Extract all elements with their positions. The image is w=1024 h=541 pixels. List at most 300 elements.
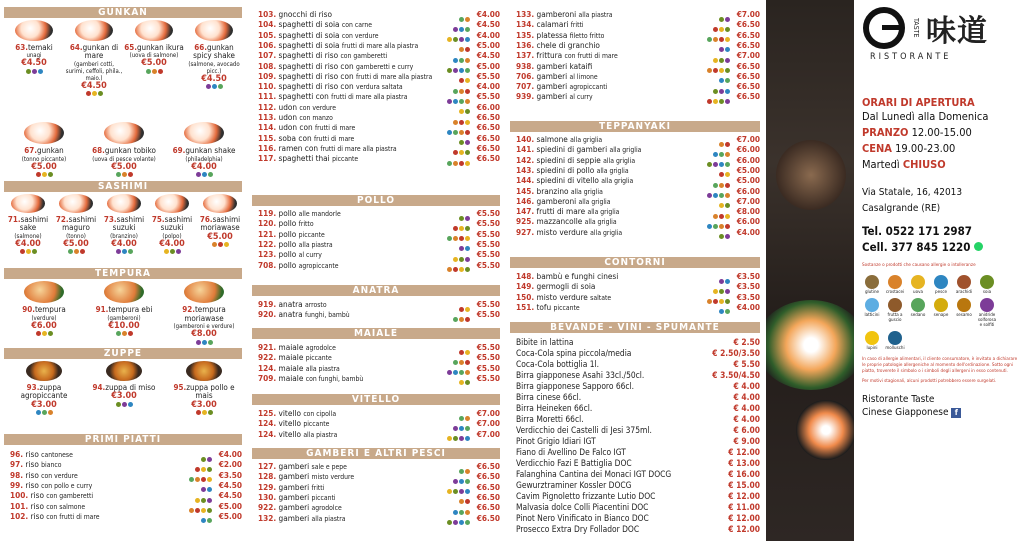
allergen-icon (36, 172, 41, 177)
allergen-icon (128, 402, 133, 407)
item-number: 115. (258, 132, 277, 143)
item-name: zuppa agropiccante (20, 382, 68, 401)
item-name: riso (30, 500, 44, 511)
item-description: agrodolce (311, 504, 342, 513)
item-name: Cavim Pignoletto frizzante Lutio DOC (516, 491, 656, 501)
allergen-icon (447, 161, 452, 166)
item-name: gunkan spicy shake (193, 42, 235, 61)
item-description: verdura saltata (356, 83, 403, 92)
item-price: € 12.00 (728, 491, 760, 501)
menu-row (516, 175, 760, 185)
menu-row (258, 40, 500, 50)
allergen-label: uova (913, 290, 923, 295)
item-description: filetto fritto (569, 31, 605, 40)
allergen-icon (465, 380, 470, 385)
item-description: alla piastra (298, 240, 333, 249)
menu-row (516, 302, 760, 312)
item-name: Verdicchio dei Castelli di Jesi 375ml. (516, 425, 652, 435)
allergen-icon (42, 410, 47, 415)
allergen-icon (196, 172, 201, 177)
item-price: €6.00 (736, 185, 760, 196)
menu-row (516, 337, 760, 348)
item-name: gamberi (278, 461, 310, 471)
allergen-icon (20, 249, 25, 254)
allergen-icon (42, 172, 47, 177)
allergen-icons (35, 409, 53, 415)
allergen-icons (446, 517, 470, 523)
item-name: Birra giapponese Sapporo 66cl. (516, 381, 635, 391)
hours-closed (862, 157, 1018, 173)
allergen-label: pesce (935, 290, 947, 295)
item-price: € 9.00 (733, 436, 760, 446)
item-number: 63. (15, 42, 28, 52)
item-price: €4.50 (476, 50, 500, 61)
item-price: €6.00 (736, 154, 760, 165)
allergen-icon (32, 69, 37, 74)
allergen-label: soia (982, 290, 992, 295)
allergen-icon (92, 91, 97, 96)
menu-row (258, 239, 500, 249)
allergen-icon (447, 267, 452, 272)
item-description: alla griglia (590, 228, 623, 237)
menu-row (258, 482, 500, 492)
item-number: 72. (55, 214, 69, 224)
item-name: maiale (278, 352, 304, 363)
menu-row (516, 155, 760, 165)
menu-row (258, 50, 500, 60)
allergen-icon (208, 172, 213, 177)
sushi-roll-image (766, 300, 854, 390)
allergen-item (862, 298, 882, 328)
item-number: 143. (516, 164, 535, 175)
item-name: riso (25, 479, 39, 490)
item-description: con gamberetti (340, 52, 388, 61)
item-price: €5.50 (476, 309, 500, 320)
allergen-icon (202, 410, 207, 415)
item-description: alla griglia (603, 156, 636, 165)
item-name: gunkan di mare (82, 42, 119, 61)
allergen-icon (74, 249, 79, 254)
item-number: 113. (258, 112, 277, 122)
item-price: € 2.50 (733, 337, 760, 347)
item-name: pollo (278, 238, 297, 249)
item-name: Fiano di Avellino De Falco IGT (516, 447, 626, 457)
allergen-notice: In caso di allergie alimentari, il cliente consumatore, è invitato a dichiarare le proprie patologie allergeniche al momento dell'ordinazione. Sotto ogni piatto, troverete il simbolo o i simboli degli allergeni in esso contenuti. (862, 357, 1018, 374)
allergen-icon (888, 275, 902, 289)
dish-image (186, 361, 222, 381)
allergen-icon (176, 249, 181, 254)
menu-row (516, 196, 760, 206)
lunch-label: PRANZO (862, 126, 909, 139)
allergen-icon (80, 249, 85, 254)
menu-row (258, 143, 500, 153)
allergen-item (954, 275, 974, 295)
item-name: Birra giapponese Asahi 33cl./50cl. (516, 370, 645, 380)
allergen-label: senape (933, 313, 949, 318)
section-title-bevande: BEVANDE - VINI - SPUMANTE (510, 322, 760, 333)
item-description: (tonno) (66, 232, 86, 240)
item-description: funghi, bambù (305, 311, 350, 320)
allergen-icon (459, 317, 464, 322)
item-name: Prosecco Extra Dry Follador DOC (516, 524, 640, 534)
item-price: €5.00 (476, 60, 500, 71)
item-description: piccante (305, 354, 332, 363)
allergen-icon (36, 410, 41, 415)
item-price: € 11.00 (728, 502, 760, 512)
item-number: 144. (516, 175, 535, 186)
menu-row (258, 352, 500, 362)
section-title-sashimi: SASHIMI (4, 181, 242, 192)
item-price: € 12.00 (728, 513, 760, 523)
item-number: 922. (258, 502, 277, 513)
item-number: 99. (10, 479, 24, 490)
item-description: alla piastra (311, 514, 346, 523)
allergen-icon (980, 298, 994, 312)
menu-row (516, 9, 760, 19)
item-number: 922. (258, 352, 277, 363)
menu-row (516, 30, 760, 40)
item-number: 90. (22, 305, 35, 314)
item-description: con frutti di mare (564, 52, 618, 61)
item-description: arrosto (305, 301, 327, 309)
item-name: zuppa di miso (105, 382, 156, 392)
item-name: riso (25, 469, 39, 480)
item-description: con funghi, bambù (305, 374, 364, 383)
menu-row (258, 471, 500, 481)
allergen-icons (35, 171, 53, 177)
menu-row (516, 19, 760, 29)
menu-column-sushi (0, 0, 246, 541)
item-name: misto verdure (536, 291, 588, 302)
item-number: 119. (258, 208, 277, 218)
item-price: € 6.00 (733, 425, 760, 435)
item-price: €6.00 (476, 101, 500, 112)
item-price: € 12.00 (728, 447, 760, 457)
item-name: Malvasia dolce Colli Piacentini DOC (516, 502, 649, 512)
menu-row (258, 342, 500, 352)
menu-row (258, 9, 500, 19)
menu-row (258, 61, 500, 71)
item-number: 148. (516, 271, 535, 281)
item-name: gamberi (536, 81, 568, 92)
phone-number[interactable]: Tel. 0522 171 2987 (862, 224, 973, 238)
section-title-teppanyaki: TEPPANYAKI (510, 121, 760, 132)
menu-row (516, 491, 760, 502)
menu-row (258, 461, 500, 471)
item-number: 111. (258, 91, 277, 102)
item-price: €6.00 (736, 216, 760, 227)
item-name: calamari (536, 19, 569, 30)
allergen-icon (453, 520, 458, 525)
item-description: misto verdure (311, 473, 355, 482)
item-name: riso (25, 449, 39, 459)
item-description: alla piastra (578, 11, 613, 19)
item-description: agrodolce (305, 344, 336, 352)
item-price: €7.00 (476, 408, 500, 418)
menu-row (516, 281, 760, 291)
menu-row (258, 408, 500, 418)
item-price: €8.00 (191, 329, 217, 339)
item-price: €6.50 (736, 60, 760, 71)
dish-image (24, 122, 64, 144)
item-name: Pinot Grigio Idiari IGT (516, 436, 596, 446)
item-number: 709. (258, 372, 277, 383)
item-name: pollo (278, 218, 297, 229)
allergen-icons (195, 171, 213, 177)
dish-image (135, 20, 173, 41)
allergen-icon (911, 275, 925, 289)
item-price: € 15.00 (728, 480, 760, 490)
item-number: 146. (516, 195, 535, 206)
item-name: chele di granchio (536, 39, 600, 50)
item-number: 134. (516, 19, 535, 30)
item-number: 133. (516, 9, 535, 19)
allergen-icon (957, 298, 971, 312)
item-name: spiedini di vitello (536, 175, 599, 186)
allergen-icon (170, 249, 175, 254)
item-name: vitello (278, 428, 301, 439)
allergen-icons (446, 158, 470, 164)
menu-row (516, 403, 760, 414)
item-name: pollo (278, 228, 297, 239)
menu-row (258, 19, 500, 29)
item-description: con cipolla (303, 410, 337, 418)
item-price: €4.00 (476, 81, 500, 92)
allergen-label: arachidi (955, 290, 973, 295)
item-name: tempura (34, 305, 66, 314)
allergen-icon (122, 249, 127, 254)
item-price: €4.00 (736, 301, 760, 312)
menu-row (258, 153, 500, 163)
allergen-icon (719, 99, 724, 104)
item-number: 110. (258, 81, 277, 92)
item-price: €5.50 (476, 218, 500, 229)
cell-number[interactable] (862, 239, 1018, 255)
item-description: al limone (569, 72, 598, 81)
item-number: 116. (258, 142, 277, 153)
item-price: €3.50 (736, 281, 760, 292)
allergen-icon (957, 275, 971, 289)
dish-image (26, 361, 62, 381)
allergen-icon (208, 340, 213, 345)
allergen-icon (202, 172, 207, 177)
allergen-icon (707, 99, 712, 104)
allergen-icon (465, 317, 470, 322)
item-description: (branzino) (110, 232, 138, 240)
item-description: alla piastra (305, 364, 340, 373)
item-price: €7.00 (736, 50, 760, 61)
item-name: sashimi maguro (62, 214, 97, 233)
item-name: gamberi (278, 491, 310, 502)
item-number: 129. (258, 481, 277, 492)
menu-tile (4, 361, 84, 418)
item-name: tempura ebi (108, 305, 153, 314)
item-price: €5.00 (218, 510, 242, 521)
allergen-icon (453, 267, 458, 272)
item-name: Coca-Cola spina piccola/media (516, 348, 632, 358)
allergen-icon (26, 69, 31, 74)
item-name: gamberi (278, 471, 310, 482)
item-number: 101. (10, 500, 29, 511)
item-description: frutti di mare alla piastra (331, 93, 408, 102)
allergen-icon (116, 172, 121, 177)
item-name: spaghetti di soia (278, 29, 340, 40)
item-price: €4.50 (81, 80, 107, 91)
item-price: €5.00 (31, 161, 57, 172)
dish-image (106, 361, 142, 381)
item-price: €10.00 (108, 320, 140, 331)
facebook-icon[interactable]: f (951, 408, 961, 418)
dish-image (203, 194, 237, 213)
item-number: 939. (516, 91, 535, 102)
item-number: 925. (516, 216, 535, 227)
allergen-item (885, 275, 905, 295)
allergen-icon (713, 99, 718, 104)
frozen-notice: Per motivi stagionali, alcuni prodotti potrebbero essere surgelati. (862, 379, 997, 384)
item-number: 117. (258, 153, 277, 164)
item-name: pollo (278, 249, 297, 260)
item-number: 150. (516, 291, 535, 302)
item-number: 106. (258, 39, 277, 50)
menu-row (516, 425, 760, 436)
dish-image (155, 194, 189, 213)
allergen-icon (42, 331, 47, 336)
item-price: €2.00 (218, 459, 242, 470)
item-name: sashimi suzuki (160, 214, 193, 233)
item-description: con verdure (41, 471, 78, 480)
menu-row (516, 447, 760, 458)
allergen-item (977, 298, 997, 328)
allergen-icons (25, 68, 43, 74)
footer-cuisine-text: Cinese Giapponese (862, 407, 949, 418)
item-description: (gamberoni) (107, 314, 141, 322)
section-title-tempura: TEMPURA (4, 268, 242, 279)
item-number: 151. (516, 301, 535, 312)
item-price: €4.00 (15, 238, 41, 249)
item-price: €6.50 (476, 471, 500, 482)
menu-row (516, 370, 760, 381)
allergen-icons (706, 96, 730, 102)
menu-column-mains (248, 0, 504, 541)
item-name: soba con (278, 132, 312, 143)
allergen-icons (718, 231, 730, 237)
item-number: 76. (199, 214, 213, 224)
dish-image (184, 281, 224, 303)
dish-image (195, 20, 233, 41)
item-number: 708. (258, 259, 277, 270)
item-number: 91. (95, 305, 109, 314)
menu-row (258, 309, 500, 319)
item-name: Bibite in lattina (516, 337, 574, 347)
allergen-icon (202, 340, 207, 345)
allergen-icon (447, 520, 452, 525)
allergen-icons (452, 314, 470, 320)
menu-row (258, 112, 500, 122)
menu-row (258, 492, 500, 502)
item-number: 98. (10, 469, 24, 480)
item-name: gunkan tobiko (104, 146, 156, 155)
allergen-icon (465, 161, 470, 166)
item-description: con frutti di mare (46, 512, 100, 521)
item-number: 136. (516, 39, 535, 50)
item-number: 108. (258, 60, 277, 71)
menu-row (516, 81, 760, 91)
menu-row (258, 418, 500, 428)
allergen-icon (865, 275, 879, 289)
menu-row (516, 524, 760, 535)
allergen-icon (152, 69, 157, 74)
dish-image (24, 281, 64, 303)
item-price: €6.50 (476, 502, 500, 513)
item-name: misto verdure (536, 226, 588, 237)
item-name: spaghetti thai (278, 153, 330, 164)
item-number: 97. (10, 459, 24, 470)
item-name: Gewurztraminer Kossler DOCG (516, 480, 632, 490)
item-number: 100. (10, 490, 29, 501)
allergen-icon (212, 242, 217, 247)
item-name: vitello (278, 408, 301, 418)
item-name: gunkan shake (185, 146, 236, 155)
allergen-icon (865, 298, 879, 312)
item-name: bambù e funghi cinesi (536, 271, 619, 281)
allergen-item (908, 275, 928, 295)
item-description: fritti (311, 483, 325, 492)
item-price: €7.00 (736, 195, 760, 206)
allergen-icon (218, 84, 223, 89)
item-name: gamberoni (536, 9, 577, 19)
allergen-icon (447, 436, 452, 441)
item-price: €6.50 (736, 19, 760, 30)
menu-row (258, 81, 500, 91)
allergen-item (977, 275, 997, 295)
item-price: €3.50 (736, 291, 760, 302)
item-number: 109. (258, 70, 277, 81)
item-name: riso (30, 490, 44, 501)
allergen-icons (205, 83, 223, 89)
allergen-label: glutine (864, 290, 880, 295)
menu-row (10, 459, 242, 469)
item-price: €6.50 (476, 461, 500, 471)
menu-row (516, 71, 760, 81)
allergen-icons (115, 248, 133, 254)
item-number: 114. (258, 122, 277, 133)
allergen-legend (862, 275, 1018, 351)
item-price: €3.00 (111, 391, 137, 402)
menu-row (258, 91, 500, 101)
allergen-icons (195, 409, 213, 415)
allergen-icon (719, 234, 724, 239)
item-price: €7.00 (476, 418, 500, 429)
menu-row (516, 469, 760, 480)
item-number: 71. (7, 214, 21, 224)
allergen-icon (465, 436, 470, 441)
item-price: €6.50 (476, 512, 500, 523)
menu-row (516, 271, 760, 281)
allergen-icon (218, 242, 223, 247)
allergen-icon (459, 380, 464, 385)
item-name: zuppa pollo e mais (186, 382, 235, 401)
menu-row (258, 229, 500, 239)
item-number: 149. (516, 281, 535, 292)
item-number: 145. (516, 185, 535, 196)
menu-tile (196, 194, 244, 250)
item-price: €5.50 (476, 238, 500, 249)
item-description: gamberetti e curry (356, 62, 414, 71)
item-name: gamberi (536, 91, 568, 102)
menu-row (258, 249, 500, 259)
menu-row (258, 373, 500, 383)
menu-row (516, 216, 760, 226)
